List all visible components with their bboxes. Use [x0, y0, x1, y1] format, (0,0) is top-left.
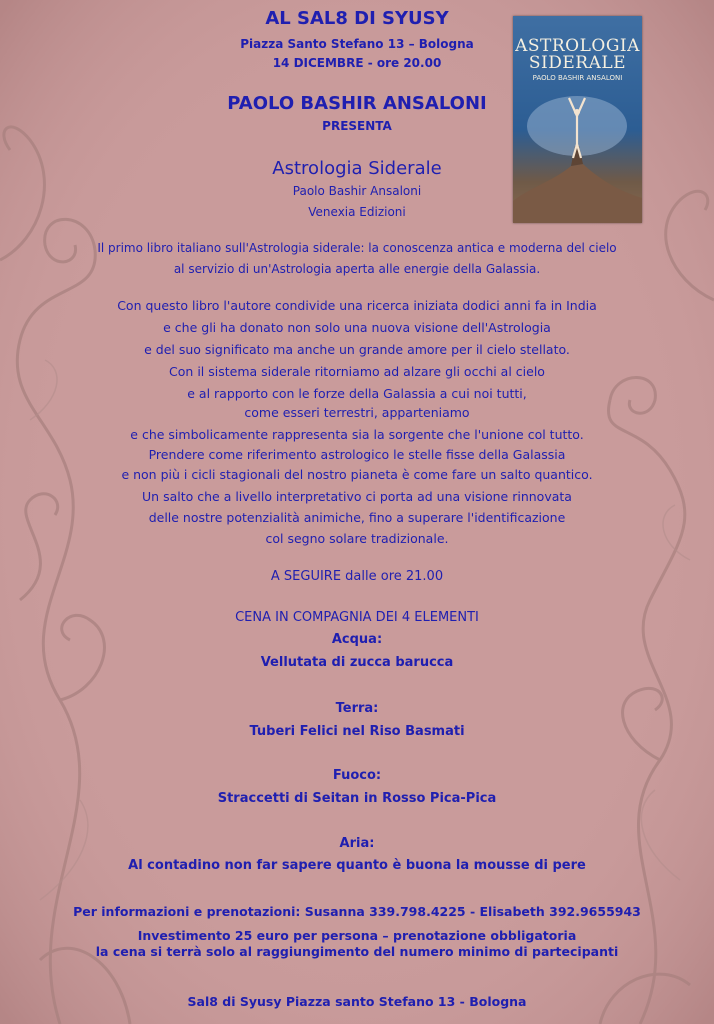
dinner-follow: A SEGUIRE dalle ore 21.00	[270, 569, 444, 584]
book-publisher: Venexia Edizioni	[308, 205, 406, 219]
body-line: Con il sistema siderale ritorniamo ad alzare gli occhi al cielo	[169, 364, 545, 379]
body-line: e al rapporto con le forze della Galassia a cui noi tutti,	[187, 386, 527, 401]
course-dish: Al contadino non far sapere quanto è buona la mousse di pere	[128, 858, 586, 873]
minimum-participants-note: la cena si terrà solo al raggiungimento del numero minimo di partecipanti	[95, 944, 619, 959]
contact-info: Per informazioni e prenotazioni: Susanna 339.798.4225 - Elisabeth 392.9655943	[73, 904, 641, 919]
course-element: Terra:	[335, 701, 379, 716]
body-line: e non più i cicli stagionali del nostro pianeta è come fare un salto quantico.	[121, 467, 593, 482]
body-line: Prendere come riferimento astrologico le stelle fisse della Galassia	[148, 447, 566, 462]
course-element: Aria:	[339, 836, 375, 851]
cover-title: ASTROLOGIA SIDERALE	[515, 36, 640, 73]
price-info: Investimento 25 euro per persona – prenotazione obbligatoria	[137, 928, 577, 943]
course-element: Fuoco:	[332, 768, 382, 783]
body-line: delle nostre potenzialità animiche, fino a superare l'identificazione	[148, 510, 566, 525]
body-line: Con questo libro l'autore condivide una ricerca iniziata dodici anni fa in India	[117, 298, 597, 313]
intro-line: al servizio di un'Astrologia aperta alle energie della Galassia.	[173, 262, 541, 276]
presenter-name: PAOLO BASHIR ANSALONI	[227, 93, 487, 114]
course-dish: Straccetti di Seitan in Rosso Pica-Pica	[217, 791, 497, 806]
course-element: Acqua:	[331, 632, 383, 647]
body-line: col segno solare tradizionale.	[265, 531, 449, 546]
event-date: 14 DICEMBRE - ore 20.00	[272, 56, 442, 70]
body-line: e del suo significato ma anche un grande amore per il cielo stellato.	[144, 342, 570, 357]
intro-line: Il primo libro italiano sull'Astrologia siderale: la conoscenza antica e moderna del cielo	[97, 241, 617, 255]
body-line: e che gli ha donato non solo una nuova visione dell'Astrologia	[163, 320, 551, 335]
footer-address: Sal8 di Syusy Piazza santo Stefano 13 - Bologna	[187, 994, 527, 1009]
cover-author: PAOLO BASHIR ANSALONI	[532, 74, 623, 82]
body-line: Un salto che a livello interpretativo ci porta ad una visione rinnovata	[142, 489, 572, 504]
presenta-label: PRESENTA	[322, 119, 392, 133]
book-author: Paolo Bashir Ansaloni	[292, 184, 422, 198]
course-dish: Vellutata di zucca barucca	[260, 655, 454, 670]
body-line: e che simbolicamente rappresenta sia la sorgente che l'unione col tutto.	[130, 427, 584, 442]
dinner-heading: CENA IN COMPAGNIA DEI 4 ELEMENTI	[235, 610, 479, 625]
body-line: come esseri terrestri, apparteniamo	[244, 405, 470, 420]
venue-title: AL SAL8 DI SYUSY	[265, 8, 449, 29]
event-address: Piazza Santo Stefano 13 – Bologna	[240, 37, 474, 51]
course-dish: Tuberi Felici nel Riso Basmati	[249, 724, 465, 739]
book-title: Astrologia Siderale	[272, 158, 442, 179]
